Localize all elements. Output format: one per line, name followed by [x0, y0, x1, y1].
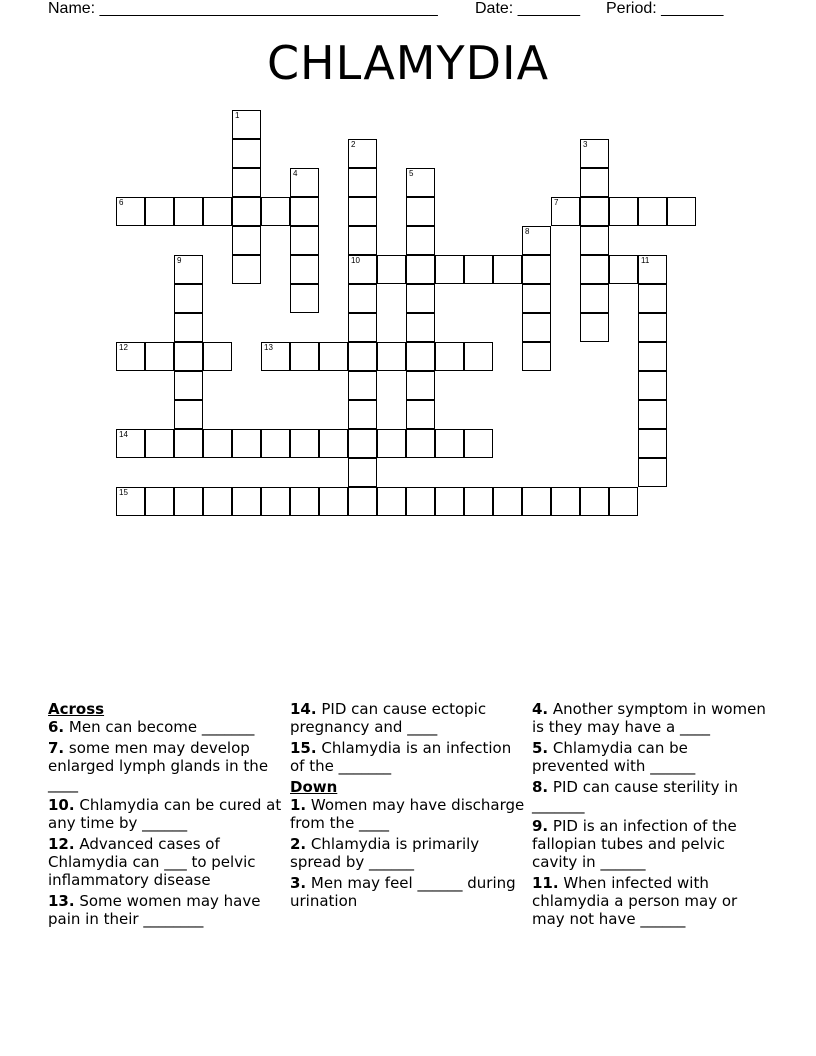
clue-text: PID can cause sterility in _______: [532, 778, 738, 814]
clue-number: 1: [235, 111, 240, 120]
clue-number: 7: [554, 198, 559, 207]
grid-cell[interactable]: [638, 342, 667, 371]
clue: [48, 739, 284, 793]
grid-cell[interactable]: [580, 487, 609, 516]
grid-cell[interactable]: [232, 110, 261, 139]
grid-cell[interactable]: [232, 255, 261, 284]
grid-cell[interactable]: [406, 168, 435, 197]
grid-cell[interactable]: [116, 342, 145, 371]
grid-cell[interactable]: [290, 342, 319, 371]
clue-text: Advanced cases of Chlamydia can ___ to pelvic inflammatory disease: [48, 835, 256, 889]
clue-text: Men can become _______: [64, 718, 255, 736]
grid-cell[interactable]: [203, 429, 232, 458]
clue-text: Some women may have pain in their ________: [48, 892, 261, 928]
grid-cell[interactable]: [145, 197, 174, 226]
clue-number: 9: [177, 256, 182, 265]
grid-cell[interactable]: [609, 487, 638, 516]
clue-text: PID can cause ectopic pregnancy and ____: [290, 700, 487, 736]
clue-text: When infected with chlamydia a person may or may not have ______: [532, 874, 738, 928]
clue: [48, 796, 284, 832]
clue-number: 6: [119, 198, 124, 207]
grid-cell[interactable]: [580, 197, 609, 226]
clue-number-label: 13.: [48, 892, 75, 910]
clue-number-label: 4.: [532, 700, 549, 718]
grid-cell[interactable]: [377, 342, 406, 371]
puzzle-title: CHLAMYDIA: [266, 36, 550, 90]
grid-cell[interactable]: [348, 400, 377, 429]
grid-cell[interactable]: [348, 487, 377, 516]
grid-cell[interactable]: [174, 487, 203, 516]
grid-cell[interactable]: [435, 342, 464, 371]
grid-cell[interactable]: [348, 458, 377, 487]
grid-cell[interactable]: [435, 487, 464, 516]
across-heading: Across: [48, 700, 105, 718]
grid-cell[interactable]: [116, 197, 145, 226]
grid-cell[interactable]: [174, 313, 203, 342]
grid-cell[interactable]: [232, 168, 261, 197]
grid-cell[interactable]: [319, 429, 348, 458]
clues-section: [48, 700, 768, 1000]
clues-column-2: [290, 700, 526, 913]
grid-cell[interactable]: [406, 197, 435, 226]
grid-cell[interactable]: [580, 139, 609, 168]
clue-number: 12: [119, 343, 128, 352]
clue: [532, 700, 768, 736]
grid-cell[interactable]: [174, 255, 203, 284]
grid-cell[interactable]: [406, 313, 435, 342]
clue-number-label: 8.: [532, 778, 549, 796]
grid-cell[interactable]: [406, 284, 435, 313]
clue-number-label: 3.: [290, 874, 307, 892]
grid-cell[interactable]: [232, 197, 261, 226]
grid-cell[interactable]: [348, 429, 377, 458]
grid-cell[interactable]: [522, 226, 551, 255]
down-heading: Down: [290, 778, 338, 796]
grid-cell[interactable]: [406, 371, 435, 400]
grid-cell[interactable]: [609, 255, 638, 284]
clue: [48, 835, 284, 889]
clue-number-label: 6.: [48, 718, 65, 736]
clue: [532, 874, 768, 928]
grid-cell[interactable]: [638, 400, 667, 429]
clue: [290, 739, 526, 775]
period-field-label[interactable]: Period: _______: [606, 0, 724, 17]
name-field-label[interactable]: Name: ______________________________________: [48, 0, 438, 17]
grid-cell[interactable]: [580, 313, 609, 342]
grid-cell[interactable]: [290, 255, 319, 284]
clue-number: 2: [351, 140, 356, 149]
grid-cell[interactable]: [319, 487, 348, 516]
clue-number: 4: [293, 169, 298, 178]
clue: [532, 778, 768, 814]
grid-cell[interactable]: [406, 255, 435, 284]
clue-number: 8: [525, 227, 530, 236]
clue: [48, 892, 284, 928]
grid-cell[interactable]: [406, 226, 435, 255]
grid-cell[interactable]: [406, 400, 435, 429]
clue-text: Chlamydia can be prevented with ______: [532, 739, 696, 775]
grid-cell[interactable]: [522, 313, 551, 342]
clue-text: Another symptom in women is they may have a ____: [532, 700, 766, 736]
clue: [532, 739, 768, 775]
grid-cell[interactable]: [406, 487, 435, 516]
clue-text: Chlamydia can be cured at any time by ______: [48, 796, 282, 832]
grid-cell[interactable]: [522, 284, 551, 313]
grid-cell[interactable]: [638, 371, 667, 400]
grid-cell[interactable]: [290, 226, 319, 255]
grid-cell[interactable]: [348, 342, 377, 371]
clue-number: 14: [119, 430, 128, 439]
grid-cell[interactable]: [464, 255, 493, 284]
grid-cell[interactable]: [493, 255, 522, 284]
grid-cell[interactable]: [290, 487, 319, 516]
clue-number: 13: [264, 343, 273, 352]
grid-cell[interactable]: [116, 487, 145, 516]
grid-cell[interactable]: [290, 168, 319, 197]
clue-number-label: 11.: [532, 874, 559, 892]
clue-number: 3: [583, 140, 588, 149]
grid-cell[interactable]: [377, 255, 406, 284]
grid-cell[interactable]: [174, 371, 203, 400]
clues-column-1: [48, 700, 284, 931]
grid-cell[interactable]: [551, 197, 580, 226]
clue-number-label: 1.: [290, 796, 307, 814]
grid-cell[interactable]: [232, 429, 261, 458]
clue-number: 15: [119, 488, 128, 497]
clue-number-label: 15.: [290, 739, 317, 757]
clue-text: Chlamydia is primarily spread by ______: [290, 835, 480, 871]
grid-cell[interactable]: [377, 487, 406, 516]
grid-cell[interactable]: [580, 226, 609, 255]
clue-text: Chlamydia is an infection of the _______: [290, 739, 512, 775]
grid-cell[interactable]: [377, 429, 406, 458]
grid-cell[interactable]: [174, 284, 203, 313]
grid-cell[interactable]: [145, 487, 174, 516]
grid-cell[interactable]: [145, 342, 174, 371]
grid-cell[interactable]: [348, 168, 377, 197]
grid-cell[interactable]: [406, 342, 435, 371]
clue-number-label: 14.: [290, 700, 317, 718]
grid-cell[interactable]: [348, 371, 377, 400]
clue-number: 5: [409, 169, 414, 178]
grid-cell[interactable]: [174, 400, 203, 429]
clues-column-3: [532, 700, 768, 931]
grid-cell[interactable]: [348, 226, 377, 255]
grid-cell[interactable]: [145, 429, 174, 458]
grid-cell[interactable]: [638, 284, 667, 313]
date-field-label[interactable]: Date: _______: [475, 0, 580, 17]
grid-cell[interactable]: [116, 429, 145, 458]
clue-number: 11: [641, 256, 650, 265]
grid-cell[interactable]: [522, 342, 551, 371]
clue-number-label: 5.: [532, 739, 549, 757]
clue-number-label: 2.: [290, 835, 307, 853]
grid-cell[interactable]: [464, 487, 493, 516]
grid-cell[interactable]: [348, 313, 377, 342]
grid-cell[interactable]: [464, 342, 493, 371]
clue-number-label: 12.: [48, 835, 75, 853]
clue: [290, 835, 526, 871]
grid-cell[interactable]: [435, 255, 464, 284]
grid-cell[interactable]: [551, 487, 580, 516]
clue-text: PID is an infection of the fallopian tubes and pelvic cavity in ______: [532, 817, 737, 871]
clue-text: some men may develop enlarged lymph glands in the ____: [48, 739, 269, 793]
grid-cell[interactable]: [290, 429, 319, 458]
clue-number-label: 7.: [48, 739, 65, 757]
grid-cell[interactable]: [464, 429, 493, 458]
grid-cell[interactable]: [580, 168, 609, 197]
clue: [532, 817, 768, 871]
grid-cell[interactable]: [261, 429, 290, 458]
grid-cell[interactable]: [261, 197, 290, 226]
grid-cell[interactable]: [522, 255, 551, 284]
grid-cell[interactable]: [232, 139, 261, 168]
grid-cell[interactable]: [232, 487, 261, 516]
grid-cell[interactable]: [174, 429, 203, 458]
grid-cell[interactable]: [580, 255, 609, 284]
grid-cell[interactable]: [174, 197, 203, 226]
grid-cell[interactable]: [638, 313, 667, 342]
clue-number-label: 10.: [48, 796, 75, 814]
clue-number: 10: [351, 256, 360, 265]
grid-cell[interactable]: [638, 429, 667, 458]
clue-text: Women may have discharge from the ____: [290, 796, 525, 832]
grid-cell[interactable]: [493, 487, 522, 516]
grid-cell[interactable]: [435, 429, 464, 458]
clue-number-label: 9.: [532, 817, 549, 835]
grid-cell[interactable]: [290, 284, 319, 313]
grid-cell[interactable]: [348, 284, 377, 313]
grid-cell[interactable]: [638, 255, 667, 284]
grid-cell[interactable]: [261, 342, 290, 371]
grid-cell[interactable]: [522, 487, 551, 516]
grid-cell[interactable]: [580, 284, 609, 313]
grid-cell[interactable]: [406, 429, 435, 458]
clue: [48, 718, 284, 736]
clue: [290, 874, 526, 910]
grid-cell[interactable]: [348, 255, 377, 284]
grid-cell[interactable]: [348, 197, 377, 226]
grid-cell[interactable]: [261, 487, 290, 516]
grid-cell[interactable]: [638, 458, 667, 487]
grid-cell[interactable]: [609, 197, 638, 226]
grid-cell[interactable]: [638, 197, 667, 226]
clue: [290, 700, 526, 736]
clue-text: Men may feel ______ during urination: [290, 874, 516, 910]
grid-cell[interactable]: [203, 342, 232, 371]
grid-cell[interactable]: [203, 197, 232, 226]
grid-cell[interactable]: [290, 197, 319, 226]
grid-cell[interactable]: [667, 197, 696, 226]
grid-cell[interactable]: [232, 226, 261, 255]
grid-cell[interactable]: [319, 342, 348, 371]
grid-cell[interactable]: [174, 342, 203, 371]
grid-cell[interactable]: [203, 487, 232, 516]
clue: [290, 796, 526, 832]
grid-cell[interactable]: [348, 139, 377, 168]
